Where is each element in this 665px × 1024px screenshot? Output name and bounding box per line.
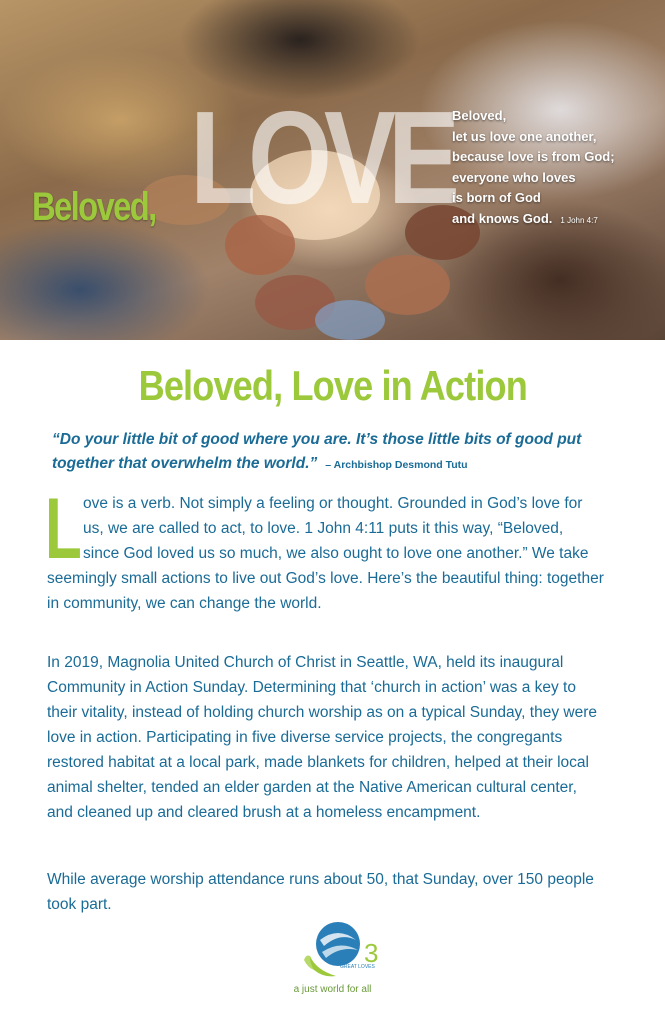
hand-shape xyxy=(315,300,385,340)
logo-number: 3 xyxy=(364,938,379,968)
verse-line: let us love one another, xyxy=(452,128,597,144)
verse-reference: 1 John 4:7 xyxy=(560,215,598,225)
paragraph-line: and cleaned up and cleared brush at a homeless encampment. xyxy=(47,804,481,821)
globe-circle xyxy=(316,922,360,966)
paragraph-line: ove is a verb. Not simply a feeling or thought. Grounded in God’s love for xyxy=(83,495,583,512)
hero-love-word: LOVE xyxy=(190,84,452,231)
paragraph-1 xyxy=(45,481,637,616)
paragraph-line: While average worship attendance runs about 50, that Sunday, over 150 people xyxy=(47,871,594,888)
verse-line: because love is from God; xyxy=(452,149,615,164)
hero-verse xyxy=(452,106,652,231)
page-title xyxy=(0,362,665,410)
quote-attribution: – Archbishop Desmond Tutu xyxy=(325,459,468,471)
verse-line-last xyxy=(452,209,652,232)
paragraph-line: love in action. Participating in five diverse service projects, the congregants xyxy=(47,729,563,746)
hero-photo xyxy=(0,0,665,340)
paragraph-line: their vitality, instead of holding church worship as on a typical Sunday, they were xyxy=(47,704,597,721)
paragraph-line: in community, we can change the world. xyxy=(47,595,322,612)
paragraph-line: since God loved us so much, we also ought to love one another.” We take xyxy=(83,545,589,562)
verse-line-text: and knows God. xyxy=(452,210,553,226)
page-title-text: Beloved, Love in Action xyxy=(138,362,527,409)
paragraph-2 xyxy=(47,650,637,825)
verse-line: everyone who loves xyxy=(452,169,576,185)
paragraph-line: seemingly small actions to live out God’s love. Here’s the beautiful thing: together xyxy=(47,570,604,587)
paragraph-3 xyxy=(47,867,637,917)
quote-text: “Do your little bit of good where you are. It’s those little bits of good put together that overwhelm the world.” xyxy=(52,431,582,472)
paragraph-line: In 2019, Magnolia United Church of Christ in Seattle, WA, held its inaugural xyxy=(47,654,564,671)
paragraph-line: us, we are called to act, to love. 1 John 4:11 puts it this way, “Beloved, xyxy=(83,520,564,537)
paragraph-line: took part. xyxy=(47,896,112,913)
verse-line: is born of God xyxy=(452,190,541,205)
paragraph-line: Community in Action Sunday. Determining that ‘church in action’ was a key to xyxy=(47,679,576,696)
drop-cap: L xyxy=(45,481,82,577)
verse-line: Beloved, xyxy=(452,108,507,123)
logo-tagline: a just world for all xyxy=(293,984,372,995)
hero-beloved-word: Beloved, xyxy=(32,185,156,229)
logo-label: GREAT LOVES xyxy=(340,964,375,970)
paragraph-line: restored habitat at a local park, made blankets for children, helped at their local xyxy=(47,754,589,771)
pull-quote xyxy=(52,428,642,477)
paragraph-line: animal shelter, tended an elder garden at the Native American cultural center, xyxy=(47,779,577,796)
hand-shape xyxy=(365,255,450,315)
